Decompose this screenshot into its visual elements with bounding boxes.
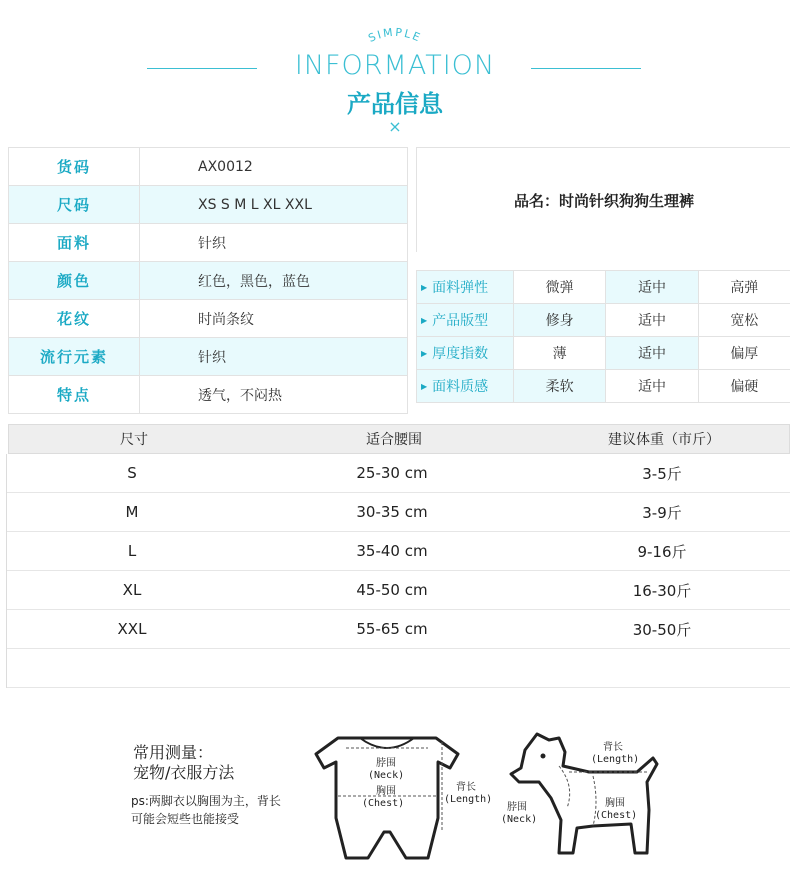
attr-value: 针织: [198, 235, 226, 252]
garment-length-en: (Length): [444, 794, 493, 805]
attr-label: 花纹: [9, 300, 140, 337]
attr-value: AX0012: [198, 158, 253, 175]
header-line-right: [531, 68, 641, 69]
rating-row: [416, 304, 790, 337]
header-line-left: [147, 68, 257, 69]
product-name: 品名：时尚针织狗狗生理裤: [513, 191, 694, 210]
garment-neck-en: (Neck): [368, 770, 405, 781]
product-name-box: [416, 147, 790, 252]
dog-neck-en: (Neck): [501, 814, 538, 825]
table-row-empty: [7, 649, 790, 688]
rating-row: [416, 271, 790, 304]
rating-option: 修身: [513, 304, 605, 336]
measure-title: 常用测量： 宠物/衣服方法: [133, 743, 235, 782]
weight-cell: 3-5斤: [642, 464, 682, 483]
rating-option: 适中: [605, 304, 697, 336]
header-information: INFORMATION: [294, 50, 496, 81]
attribute-table: [8, 147, 408, 414]
size-table-header: [8, 424, 790, 454]
attr-label: 颜色: [9, 262, 140, 299]
size-header-size: 尺寸: [120, 432, 148, 448]
measure-note: ps:两脚衣以胸围为主，背长 可能会短些也能接受: [131, 794, 281, 826]
rating-label: ▶ 面料质感: [416, 370, 513, 402]
rating-label: ▶ 面料弹性: [416, 271, 513, 303]
size-cell: M: [125, 503, 139, 521]
size-cell: L: [127, 542, 137, 560]
triangle-icon: ▶: [421, 282, 428, 292]
header-simple-arc: [350, 20, 440, 50]
rating-row: [416, 370, 790, 403]
rating-label: ▶ 产品版型: [416, 304, 513, 336]
attr-value: 针织: [198, 349, 226, 366]
attr-row-size: [9, 186, 407, 224]
attr-value: 红色，黑色，蓝色: [198, 273, 310, 290]
rating-grid: [416, 270, 790, 403]
weight-cell: 3-9斤: [642, 503, 682, 522]
garment-chest-label: 胸围: [376, 786, 396, 797]
garment-length-label: 背长: [456, 782, 476, 793]
header-cross-mark: ×: [388, 117, 402, 136]
waist-cell: 25-30 cm: [356, 464, 428, 482]
rating-option: 适中: [605, 370, 697, 402]
table-row: [7, 532, 790, 571]
waist-cell: 35-40 cm: [356, 542, 428, 560]
waist-cell: 45-50 cm: [356, 581, 428, 599]
attr-row-pattern: [9, 300, 407, 338]
size-cell: XXL: [117, 620, 147, 638]
attr-label: 货码: [9, 148, 140, 185]
rating-option: 柔软: [513, 370, 605, 402]
table-row: [7, 571, 790, 610]
garment-chest-en: (Chest): [362, 798, 405, 809]
garment-neck-label: 脖围: [376, 758, 396, 769]
svg-text:SIMPLE: [366, 26, 423, 45]
rating-row: [416, 337, 790, 370]
dog-chest-label: 胸围: [605, 798, 625, 809]
dog-diagram: [497, 728, 677, 863]
attr-label: 面料: [9, 224, 140, 261]
rating-option: 适中: [605, 271, 697, 303]
table-row: [7, 493, 790, 532]
triangle-icon: ▶: [421, 348, 428, 358]
rating-option: 偏硬: [698, 370, 790, 402]
table-row: [7, 610, 790, 649]
dog-length-en: (Length): [591, 754, 640, 765]
rating-option: 薄: [513, 337, 605, 369]
rating-label: ▶ 厚度指数: [416, 337, 513, 369]
attr-row-style: [9, 338, 407, 376]
weight-cell: 9-16斤: [637, 542, 687, 561]
attr-row-color: [9, 262, 407, 300]
dog-length-label: 背长: [603, 742, 623, 753]
table-row: [7, 454, 790, 493]
rating-option: 高弹: [698, 271, 790, 303]
attr-row-fabric: [9, 224, 407, 262]
dog-eye: [541, 754, 546, 759]
dog-neck-label: 脖围: [507, 802, 527, 813]
rating-option: 微弹: [513, 271, 605, 303]
waist-cell: 30-35 cm: [356, 503, 428, 521]
rating-option: 宽松: [698, 304, 790, 336]
attr-label: 尺码: [9, 186, 140, 223]
weight-cell: 30-50斤: [632, 620, 692, 639]
garment-diagram: [310, 728, 500, 863]
size-cell: XL: [122, 581, 142, 599]
attr-value: 时尚条纹: [198, 311, 254, 328]
attr-row-code: [9, 148, 407, 186]
attr-label: 特点: [9, 376, 140, 413]
dog-chest-en: (Chest): [595, 810, 638, 821]
size-cell: S: [127, 464, 137, 482]
size-header-waist: 适合腰围: [366, 432, 422, 448]
dog-neck-line: [559, 766, 570, 808]
attr-value: XS S M L XL XXL: [198, 196, 312, 213]
header-simple: SIMPLE: [366, 25, 424, 45]
header-title-cn: 产品信息: [347, 90, 443, 118]
weight-cell: 16-30斤: [632, 581, 692, 600]
rating-option: 偏厚: [698, 337, 790, 369]
attr-label: 流行元素: [9, 338, 140, 375]
waist-cell: 55-65 cm: [356, 620, 428, 638]
attr-row-feature: [9, 376, 407, 414]
dog-outline: [511, 734, 657, 853]
triangle-icon: ▶: [421, 381, 428, 391]
triangle-icon: ▶: [421, 315, 428, 325]
size-table-body: [6, 454, 790, 688]
size-header-weight: 建议体重（市斤）: [608, 432, 720, 448]
attr-value: 透气，不闷热: [198, 387, 282, 404]
rating-option: 适中: [605, 337, 697, 369]
